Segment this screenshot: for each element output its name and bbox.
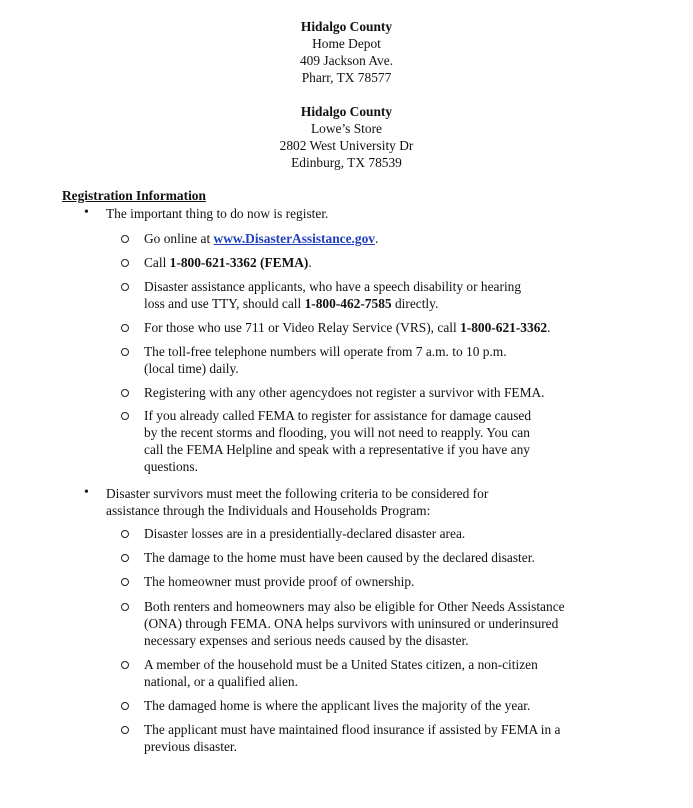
bullet-icon: • — [84, 205, 89, 220]
location-block-home-depot — [0, 18, 693, 86]
circle-bullet-icon — [121, 324, 129, 332]
circle-bullet-icon — [121, 259, 129, 267]
circle-bullet-icon — [121, 603, 129, 611]
section-heading: Registration Information — [62, 188, 206, 203]
location-store: Lowe’s Store — [310, 121, 383, 136]
location-block-lowes — [0, 103, 693, 171]
location-county: Hidalgo County — [300, 19, 393, 34]
circle-bullet-icon — [121, 702, 129, 710]
circle-bullet-icon — [121, 283, 129, 291]
location-street: 409 Jackson Ave. — [299, 53, 394, 68]
bullet-text: The important thing to do now is register. — [106, 206, 329, 221]
circle-bullet-icon — [121, 726, 129, 734]
circle-bullet-icon — [121, 348, 129, 356]
location-county: Hidalgo County — [300, 104, 393, 119]
vrs-phone: 1-800-621-3362 — [460, 320, 548, 335]
circle-bullet-icon — [121, 235, 129, 243]
document-page: Hidalgo County Home Depot 409 Jackson Ave. Pharr, TX 78577 Hidalgo County Lowe’s Store 2802 West University Dr Edinburg, TX 78539 Registration Information • The important thing to do now is register. Go online at www.DisasterAssistance.gov. Call 1-800-621-3362 (FEMA). Disaster assistance applicants, who have a speech disability or hearing loss and use TTY, should call 1-800-462-7585 directly. For those who use 711 or Video Relay Service (VRS), call 1-800-621-3362. The toll-free telephone numbers will operate from 7 a.m. to 10 p.m. (local time) daily. Registering with any other agencydoes not register a survivor with FEMA. If you already called FEMA to register for assistance for damage caused by the recent storms and flooding, you will not need to reapply. You can call the FEMA Helpline and speak with a representative if you have any questions. • Disaster survivors must meet the following criteria to be considered for assistance through the Individuals and Households Program: Disaster losses are in a presidentially-declared disaster area. The damage to the home must have been caused by the declared disaster. The homeowner must provide proof of ownership. Both renters and homeowners may also be eligible for Other Needs Assistance (ONA) through FEMA. ONA helps survivors with uninsured or underinsured necessary expenses and serious needs caused by the disaster. A member of the household must be a United States citizen, a non-citizen national, or a qualified alien. The damaged home is where the applicant lives the majority of the year. The applicant must have maintained flood insurance if assisted by FEMA in a previous disaster. — [0, 0, 693, 808]
disaster-assistance-link[interactable]: www.DisasterAssistance.gov — [213, 231, 375, 246]
circle-bullet-icon — [121, 578, 129, 586]
circle-bullet-icon — [121, 530, 129, 538]
location-city: Edinburg, TX 78539 — [291, 155, 402, 170]
bullet-icon: • — [84, 485, 89, 500]
fema-phone: 1-800-621-3362 (FEMA) — [169, 255, 309, 270]
circle-bullet-icon — [121, 661, 129, 669]
circle-bullet-icon — [121, 554, 129, 562]
location-city: Pharr, TX 78577 — [301, 70, 392, 85]
circle-bullet-icon — [121, 389, 129, 397]
tty-phone: 1-800-462-7585 — [304, 296, 392, 311]
location-street: 2802 West University Dr — [279, 138, 414, 153]
location-store: Home Depot — [312, 36, 381, 51]
circle-bullet-icon — [121, 412, 129, 420]
